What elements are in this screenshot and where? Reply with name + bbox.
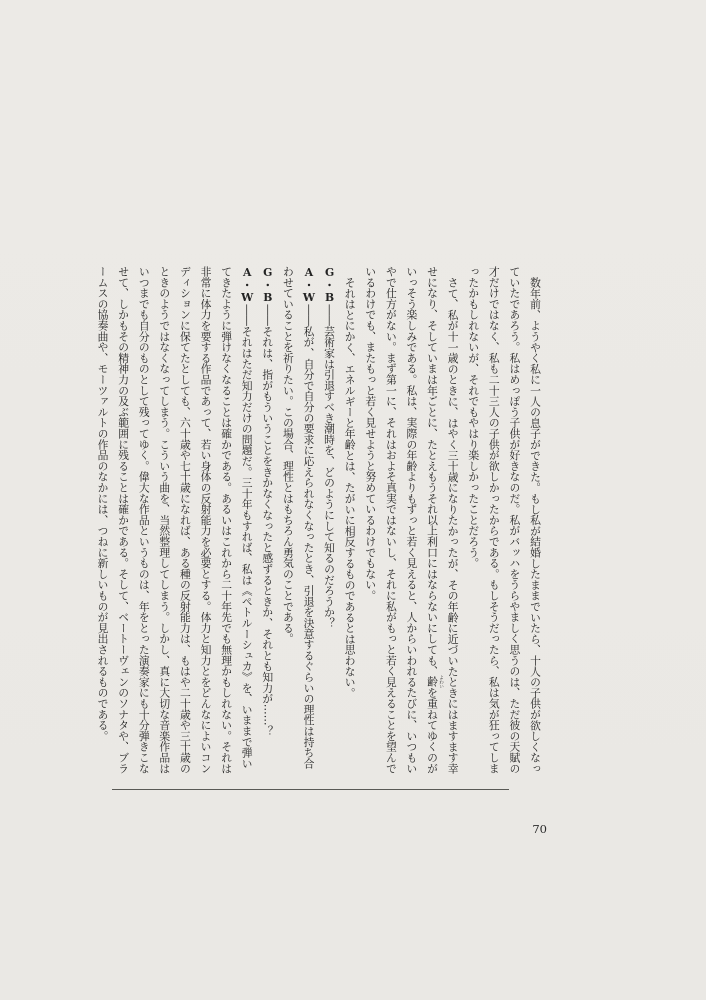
ruby-text: よわい: [438, 674, 444, 689]
paragraph-aging: [360, 266, 463, 774]
paragraph-aging-before: さて、私が十一歳のときに、はやく三十歳になりたかったが、その年齢に近づいたときにはますます幸せになり、そしていまは年ごとに、たとえもうそれ以上利口にはならないにしても、: [426, 266, 460, 774]
speaker-label-aw: A・W: [240, 266, 254, 305]
dialogue-text: それはただ知力だけの問題だ。三十年もすれば、私は《ペトルーシュカ》を、いままで弾いてきたように弾けなくなることは確かである。あるいはこれから二十年先でも無理かもしれない。それは非常に体力を要する作品であって、若い身体の反射能力を必要とする。体力と知力とをどんなによいコンディションに保てたとしても、六十歳や七十歳になれば、ある種の反射能力は、もはや二十歳や三十歳のときのようではなくなってしまう。こういう曲を、当然整理してしまう。しかし、真に大切な音楽作品はいつまでも自分のものとして残ってゆく。偉大な作品というものは、年をとった演奏家にも十分弾きこなせて、しかもその精神力の及ぶ範囲に残ることは確かである。そして、ベートーヴェンのソナタや、ブラームスの協奏曲や、モーツァルトの作品のなかには、つねに新しいものが見出されるものである。: [96, 266, 254, 774]
dialogue-gb-question-2: [257, 266, 278, 774]
speaker-label-gb: G・B: [261, 266, 275, 305]
dialogue-dash: ――: [240, 304, 254, 326]
dialogue-text: 芸術家は引退すべき潮時を、どのようにして知るのだろうか？: [323, 325, 337, 629]
ruby-annotation-yowai: [426, 674, 444, 689]
footer-rule: [112, 789, 509, 790]
page-number: 70: [532, 822, 547, 836]
dialogue-aw-answer-2: [92, 266, 257, 774]
dialogue-dash: ――: [302, 304, 316, 326]
speaker-label-gb: G・B: [323, 266, 337, 305]
paragraph-opening: 数年前、ようやく私に一人の息子ができた。もし私が結婚したままでいたら、十人の子供が欲しくなっていたであろう。私はめっぽう子供が好きなのだ。私がバッハをうらやましく思うのは、ただ彼の天賦の才だけではなく、私も二十三人の子供が欲しかったからである。もしそうだったら、私は気が狂ってしまったかもしれないが、それでもやはり楽しかったことだろう。: [467, 266, 542, 774]
ruby-base: 齢: [426, 674, 440, 689]
paragraph-energy-age: それはとにかく、エネルギーと年齢とは、たがいに相反するものであるとは思わない。: [343, 276, 357, 698]
dialogue-aw-answer-1: [277, 266, 318, 774]
dialogue-text: 私が、自分で自分の要求に応えられなくなったとき、引退を決意するぐらいの理性は持ち合わせていることを祈りたい。この場合、理性とはもちろん勇気のことである。: [281, 266, 316, 769]
speaker-label-aw: A・W: [302, 266, 316, 305]
dialogue-text: それは、指がもういうことをきかなくなったと感ずるときか、それとも知力が……？: [261, 325, 275, 737]
paragraph-aging-after: を重ねてゆくのがいっそう楽しみである。私は、実際の年齢よりもずっと若く見えると、人からいわれるたびに、いつもいやで仕方がない。まず第一に、それはおよそ真実ではないし、それに私がもっと若く見えることを望んでいるわけでも、またもっと若く見せようと努めているわけでもない。: [364, 266, 440, 774]
vertical-text-block: [92, 266, 545, 774]
dialogue-dash: ――: [323, 304, 337, 326]
dialogue-gb-question-1: [318, 266, 339, 774]
dialogue-dash: ――: [261, 304, 275, 326]
